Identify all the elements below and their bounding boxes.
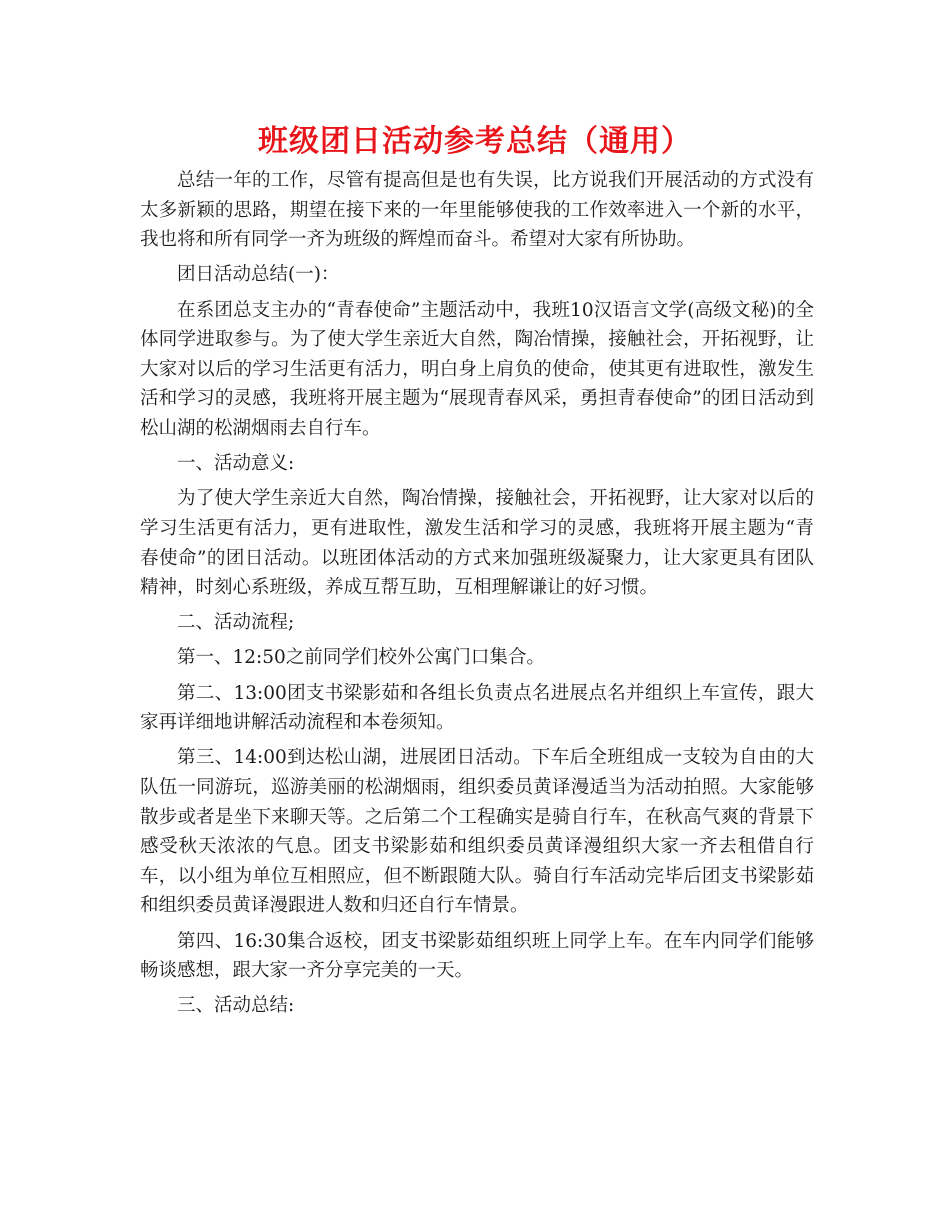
paragraph-step-one: 第一、12:50之前同学们校外公寓门口集合。	[177, 647, 545, 669]
section-heading-conclusion: 三、活动总结:	[177, 995, 295, 1017]
document-title: 班级团日活动参考总结（通用）	[258, 124, 692, 159]
section-heading-summary-one: 团日活动总结(一)：	[177, 264, 340, 286]
paragraph-step-four: 第四、16:30集合返校，团支书梁影茹组织班上同学上车。在车内同学们能够畅谈感想，跟大家一齐分享完美的一天。	[140, 930, 814, 982]
section-heading-significance: 一、活动意义:	[177, 453, 295, 475]
paragraph-intro: 总结一年的工作，尽管有提高但是也有失误，比方说我们开展活动的方式没有太多新颖的思路，期望在接下来的一年里能够使我的工作效率进入一个新的水平，我也将和所有同学一齐为班级的辉煌而奋斗。希望对大家有所协助。	[140, 170, 814, 251]
paragraph-step-three: 第三、14:00到达松山湖，进展团日活动。下车后全班组成一支较为自由的大队伍一同游玩，巡游美丽的松湖烟雨，组织委员黄译漫适当为活动拍照。大家能够散步或者是坐下来聊天等。之后第二个工程确实是骑自行车，在秋高气爽的背景下感受秋天浓浓的气息。团支书梁影茹和组织委员黄译漫组织大家一齐去租借自行车，以小组为单位互相照应，但不断跟随大队。骑自行车活动完毕后团支书梁影茹和组织委员黄译漫跟进人数和归还自行车情景。	[140, 747, 814, 917]
paragraph-background: 在系团总支主办的“青春使命”主题活动中，我班10汉语言文学(高级文秘)的全体同学进取参与。为了使大学生亲近大自然，陶冶情操，接触社会，开拓视野，让大家对以后的学习生活更有活力，明白身上肩负的使命，使其更有进取性，激发生活和学习的灵感，我班将开展主题为“展现青春风采，勇担青春使命”的团日活动到松山湖的松湖烟雨去自行车。	[140, 299, 814, 439]
paragraph-step-two: 第二、13:00团支书梁影茹和各组长负责点名进展点名并组织上车宣传，跟大家再详细地讲解活动流程和本卷须知。	[140, 682, 814, 734]
paragraph-significance: 为了使大学生亲近大自然，陶冶情操，接触社会，开拓视野，让大家对以后的学习生活更有活力，更有进取性，激发生活和学习的灵感，我班将开展主题为“青春使命”的团日活动。以班团体活动的方式来加强班级凝聚力，让大家更具有团队精神，时刻心系班级，养成互帮互助，互相理解谦让的好习惯。	[140, 488, 814, 599]
section-heading-process: 二、活动流程;	[177, 612, 295, 634]
document-body	[140, 166, 814, 1027]
